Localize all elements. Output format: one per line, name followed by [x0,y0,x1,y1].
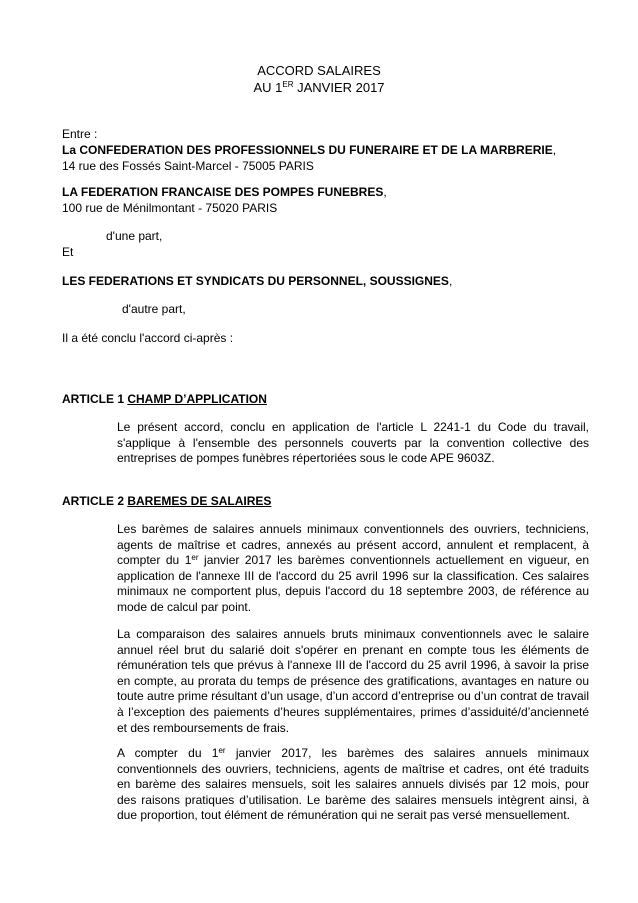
paragraph-1-text-b: janvier 2017 les barèmes conventionnels actuellement en vigueur, en application de l'annexe III de l'accord du 25 avril 1996 sur la classification. Ces salaires minimaux ne comportent plus, depuis l'accord du 18 septembre 2003, de référence au mode de calcul par point. [117,553,589,614]
party-1-comma: , [552,143,557,157]
party-1-address: 14 rue des Fossés Saint-Marcel - 75005 PARIS [62,159,314,173]
entre-label: Entre : [62,127,98,141]
party-2-comma: , [383,185,387,199]
paragraph-3-superscript: er [218,746,226,755]
party-2-address: 100 rue de Ménilmontant - 75020 PARIS [62,201,278,215]
article-1-heading [62,392,267,407]
paragraph-3-text-a: A compter du 1 [117,746,219,760]
party-3-name [62,274,452,289]
party-3-name-text: LES FEDERATIONS ET SYNDICATS DU PERSONNEL, SOUSSIGNES [62,274,449,288]
et-label: Et [62,245,74,259]
conclu-label: Il a été conclu l'accord ci-après : [62,331,234,345]
article-1-paragraph: Le présent accord, conclu en application de l'article L 2241-1 du Code du travail, s'applique à l'ensemble des personnels couverts par la convention collective des entreprises de pompes funèbres répertoriées sous le code APE 9603Z. [117,420,589,466]
party-2-name [62,185,387,200]
paragraph-1-text-a: Les barèmes de salaires annuels minimaux conventionnels des ouvriers, techniciens, agents de maîtrise et cadres, annexés au présent accord, annulent et remplacent, à compter du 1 [117,522,589,568]
party-3-comma: , [448,274,453,288]
subtitle-text: AU 1 [253,80,283,95]
paragraph-3-text-b: janvier 2017, les barèmes des salaires annuels minimaux conventionnels des ouvriers, techniciens, agents de maîtrise et cadres, ont été traduits en barème des salaires mensuels, soit les salaires annuels divisés par 12 mois, pour des raisons pratiques d’utilisation. Le barème des salaires mensuels intègrent ainsi, à due proportion, tout élément de rémunération qui ne serait pas versé mensuellement. [117,746,590,823]
party-1-name-text: La CONFEDERATION DES PROFESSIONNELS DU FUNERAIRE ET DE LA MARBRERIE [62,143,553,157]
party-1-name [62,143,556,158]
subtitle-superscript: ER [282,80,294,89]
article-2-number: ARTICLE 2 [62,494,128,508]
article-2-paragraph-1 [117,522,589,616]
paragraph-1-superscript: er [191,553,199,563]
article-2-heading [62,494,271,509]
article-2-title: BAREMES DE SALAIRES [127,494,272,508]
une-part-label: d'une part, [106,229,163,243]
article-2-paragraph-3 [117,746,589,824]
document-subtitle [0,80,638,95]
subtitle-date: JANVIER 2017 [293,80,385,95]
document-title: ACCORD SALAIRES [257,63,381,78]
article-2-paragraph-2: La comparaison des salaires annuels bruts minimaux conventionnels avec le salaire annuel réel brut du salarié doit s'opérer en prenant en compte tous les éléments de rémunération tels que prévus à l'annexe III de l'accord du 25 avril 1996, à savoir la prise en compte, au prorata du temps de présence des gratifications, avantages en nature ou toute autre prime résultant d’un usage, d’un accord d’entreprise ou d’un contrat de travail à l’exception des paiements d’heures supplémentaires, primes d’assiduité/d’ancienneté et des remboursements de frais. [117,627,589,735]
autre-part-label: d'autre part, [122,302,186,316]
article-1-title: CHAMP D’APPLICATION [127,392,267,406]
article-1-number: ARTICLE 1 [62,392,128,406]
party-2-name-text: LA FEDERATION FRANCAISE DES POMPES FUNEBRES [62,185,384,199]
